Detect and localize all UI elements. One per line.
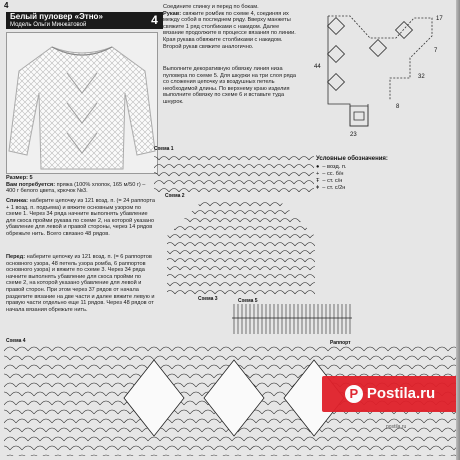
pattern-author: Модель Ольги Минжатовой [10,22,87,28]
sleeve-block [163,4,301,50]
schema-3-chart [232,298,352,340]
materials-label: Вам потребуется: [6,181,56,188]
chain-symbol-icon: ● [316,164,320,170]
schema-2-chart [165,196,317,296]
materials-text: пряжа (100% хлопок, 165 м/50 г) – 400 г белого цвета, крючок №3. [6,181,146,195]
title-bar [6,12,146,29]
legend-title: Условные обозначения: [316,156,388,162]
schema-1-label: Схема 1 [154,146,174,152]
postila-watermark: P Postila.ru [322,376,458,412]
legend [316,156,436,192]
page-number: 4 [4,1,9,10]
legend-item: + – сс. б/н [316,171,344,177]
repeat-label: Раппорт [330,340,351,346]
schema-2-label: Схема 2 [165,193,185,199]
dim-7: 7 [434,48,438,54]
front-text: наберите цепочку из 121 возд. п. (= 6 раппортов основного узора, 48 петель узора ромба, 6 раппортов основного узора) и вяжите по схеме 3. Через 34 ряда начните выполнять убавление для скоса пройми по схеме 2, на которой указано убавление для левой и правой сторон. При этом через 37 рядов от начала разделите вязание на две части и далее вяжите левую и правую части отдельно еще 11 рядов. Через 48 рядов от начала вязания обрежьте нить. [6,254,155,313]
materials-block [6,175,156,195]
schema-3-label: Схема 3 [198,296,218,302]
dim-17: 17 [436,16,443,22]
postila-logo-icon: P [345,385,363,403]
sleeve-diagram [310,8,456,138]
sleeve-label: Рукав: [163,10,182,17]
back-label: Спинка: [6,198,29,204]
pattern-number: 4 [146,12,163,29]
front-label: Перед: [6,254,26,260]
schema-1-chart [154,150,314,192]
legend-item: ● – возд. п. [316,164,347,170]
dim-8: 8 [396,104,400,110]
schema-4-label: Схема 4 [6,338,26,344]
watermark-url: postila.ru [386,424,407,430]
dim-23: 23 [350,132,357,138]
sweater-photo [6,32,158,174]
back-block [6,198,156,238]
dim-44: 44 [314,64,321,70]
finish-block [163,66,301,106]
treble-crochet-icon: ǂ [316,185,320,191]
back-text: наберите цепочку из 121 возд. п. (= 24 раппорта + 1 возд. п. подъема) и вяжите основным узором по схеме 1. Через 34 ряда начните выполнять убавление для скоса пройми рукава по схеме 2, на которой указано убавление для левой и правой стороны, через 14 рядов обрежьте нить. Всего связано 48 рядов. [6,198,155,237]
single-crochet-icon: + [316,171,320,177]
size-label: Размер: 5 [6,175,33,181]
legend-item: Ŧ – ст. с/н [316,178,343,184]
schema-5-label: Схема 5 [238,298,258,304]
double-crochet-icon: Ŧ [316,178,320,184]
sleeve-text: свяжите ромбик по схеме 4, соединяя их между собой в последнем ряду. Вверху манжеты свяжите 1 ряд столбиками с накидом. Далее вязание продолжите в процессе вязания по линии. Края рукава обвяжите столбиками с накидом. Второй рукав свяжите аналогично. [163,10,296,50]
finish-text: Выполните декоративную обвязку линия низа пуловера по схеме 5. Для шкурки на три слоя ряда со сложения цепочку из воздушных петель необходимой длины. По верхнему краю изделия выполните обвязку по схеме 6 и вставьте туда шнурок. [163,66,296,105]
assembly-text: Соедините спинку и перед по бокам. [163,4,259,10]
legend-item: ǂ – ст. с/2н [316,185,346,191]
pattern-title: Белый пуловер «Этно» [10,12,103,21]
dim-32: 32 [418,74,425,80]
page-fold [456,0,460,460]
sweater-illustration [7,33,157,173]
front-block [6,254,156,313]
